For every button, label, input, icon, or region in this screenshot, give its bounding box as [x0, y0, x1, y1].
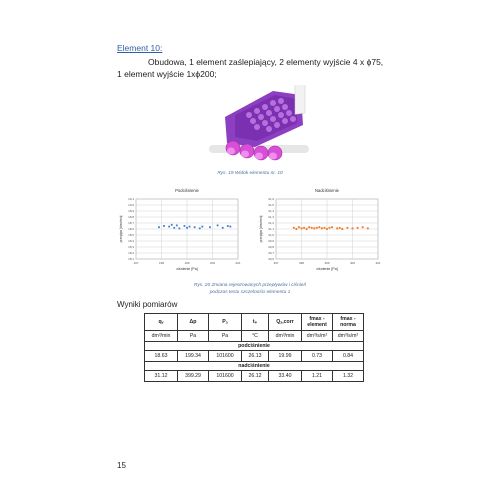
chart-title: Nadciśnienie: [315, 188, 339, 193]
data-point: [351, 227, 353, 229]
table-row: [145, 371, 364, 382]
y-tick-label: 18,5: [128, 233, 134, 238]
data-point: [222, 227, 224, 229]
data-point: [186, 227, 188, 229]
data-point: [189, 226, 191, 228]
chart-title: Podciśnienie: [175, 188, 199, 193]
unit-cell: dm³/min: [269, 331, 302, 342]
data-cell: 0.84: [333, 351, 364, 362]
x-tick-label: 397: [273, 261, 279, 265]
data-point: [341, 228, 343, 230]
data-point: [298, 226, 300, 228]
unit-cell: dm³/min: [145, 331, 178, 342]
header-cell: Δp: [178, 314, 209, 331]
y-tick-label: 18,7: [128, 221, 134, 226]
y-tick-label: 31,6: [268, 197, 274, 202]
header-cell: fmax - element: [302, 314, 333, 331]
y-tick-label: 31,1: [268, 227, 274, 232]
y-tick-label: 18,4: [128, 239, 134, 244]
figure-20-caption-line-2: podczas testu szczelności elementu 1: [209, 290, 291, 295]
y-tick-label: 31,4: [268, 209, 274, 214]
x-tick-label: 198: [158, 261, 165, 265]
element-photo: [205, 85, 315, 163]
figure-20-caption-line-1: Rys. 20 Zmiana rejestrowanych przepływów i ciśnień: [193, 283, 307, 288]
y-tick-label: 18,8: [128, 215, 134, 220]
data-cell: 26.12: [242, 371, 269, 382]
unit-cell: dm³/s/m²: [333, 331, 364, 342]
y-tick-label: 31,2: [268, 221, 274, 226]
unit-cell: °C: [242, 331, 269, 342]
data-point: [308, 226, 310, 228]
figure-19-caption: Rys. 19 Widok elementu nr. 10: [217, 171, 283, 176]
y-axis-label: przepływ [dm³/min]: [119, 215, 123, 243]
y-tick-label: 30,6: [268, 257, 274, 262]
unit-cell: Pa: [209, 331, 242, 342]
data-cell: 101600: [209, 351, 242, 362]
x-tick-label: 401: [375, 261, 381, 265]
data-point: [331, 226, 333, 228]
data-cell: 199.34: [178, 351, 209, 362]
data-point: [311, 227, 313, 229]
section-row: [145, 342, 364, 351]
x-axis-label: ciśnienie [Pa]: [316, 267, 338, 271]
data-cell: 18.63: [145, 351, 178, 362]
chart-nadcisnienie: [258, 185, 383, 280]
data-point: [318, 226, 320, 228]
data-point: [323, 227, 325, 229]
data-point: [171, 224, 173, 226]
results-table: [144, 313, 364, 382]
table-row: [145, 351, 364, 362]
results-title: Wyniki pomiarów: [117, 300, 178, 309]
x-tick-label: 201: [235, 261, 241, 265]
data-cell: 1.32: [333, 371, 364, 382]
data-point: [316, 227, 318, 229]
data-point: [321, 227, 323, 229]
data-point: [201, 226, 203, 228]
y-tick-label: 31,3: [268, 215, 274, 220]
units-row: [145, 331, 364, 342]
x-tick-label: 400: [349, 261, 356, 265]
data-point: [173, 227, 175, 229]
data-point: [158, 226, 160, 228]
data-point: [295, 228, 297, 230]
header-cell: Qₐ,corr: [269, 314, 302, 331]
data-point: [367, 227, 369, 229]
data-point: [313, 227, 315, 229]
data-point: [178, 228, 180, 230]
data-point: [163, 225, 165, 227]
data-point: [229, 226, 231, 228]
data-point: [227, 225, 229, 227]
data-cell: 0.73: [302, 351, 333, 362]
data-point: [303, 227, 305, 229]
data-point: [168, 226, 170, 228]
y-tick-label: 18,6: [128, 227, 134, 232]
x-tick-label: 399: [324, 261, 330, 265]
table-header-row: [145, 314, 364, 331]
y-tick-label: 30,9: [268, 239, 274, 244]
y-tick-label: 31,5: [268, 203, 274, 208]
data-point: [184, 225, 186, 227]
y-tick-label: 19,0: [128, 203, 134, 208]
y-tick-label: 31,0: [268, 233, 274, 238]
data-point: [194, 226, 196, 228]
x-axis-label: ciśnienie [Pa]: [176, 267, 198, 271]
data-cell: 399.29: [178, 371, 209, 382]
section-label-nadcisnienie: nadciśnienie: [145, 362, 364, 371]
x-tick-label: 398: [298, 261, 305, 265]
data-cell: 26.13: [242, 351, 269, 362]
y-tick-label: 18,2: [128, 251, 134, 256]
data-cell: 19.99: [269, 351, 302, 362]
header-cell: Pₐ: [209, 314, 242, 331]
data-point: [209, 226, 211, 228]
x-tick-label: 197: [133, 261, 139, 265]
data-point: [300, 227, 302, 229]
y-tick-label: 30,7: [268, 251, 274, 256]
unit-cell: Pa: [178, 331, 209, 342]
header-cell: tₚ: [242, 314, 269, 331]
y-tick-label: 19,1: [128, 197, 134, 202]
x-tick-label: 200: [209, 261, 216, 265]
x-tick-label: 199: [184, 261, 190, 265]
data-point: [328, 227, 330, 229]
data-point: [362, 226, 364, 228]
chart-podcisnienie: [118, 185, 243, 280]
data-point: [346, 227, 348, 229]
section-label-podcisnienie: podciśnienie: [145, 342, 364, 351]
y-tick-label: 18,3: [128, 245, 134, 250]
y-tick-label: 18,9: [128, 209, 134, 214]
data-point: [217, 225, 219, 227]
page-number: 15: [117, 461, 126, 470]
section-row: [145, 362, 364, 371]
data-point: [306, 228, 308, 230]
unit-cell: dm³/s/m²: [302, 331, 333, 342]
data-cell: 101600: [209, 371, 242, 382]
data-point: [357, 227, 359, 229]
data-point: [293, 227, 295, 229]
data-point: [199, 228, 201, 230]
y-tick-label: 18,1: [128, 257, 134, 262]
description-line-2: 1 element wyjście 1xϕ200;: [117, 69, 217, 79]
data-cell: 1.21: [302, 371, 333, 382]
data-cell: 31.12: [145, 371, 178, 382]
description-line-1: Obudowa, 1 element zaślepiający, 2 elementy wyjście 4 x ϕ75,: [148, 57, 384, 67]
data-point: [339, 227, 341, 229]
data-point: [326, 228, 328, 230]
y-tick-label: 30,8: [268, 245, 274, 250]
y-axis-label: przepływ [dm³/min]: [259, 215, 263, 243]
data-cell: 33.40: [269, 371, 302, 382]
data-point: [176, 225, 178, 227]
section-heading: Element 10:: [117, 43, 163, 53]
header-cell: fmax - norma: [333, 314, 364, 331]
header-cell: qᵥ: [145, 314, 178, 331]
data-point: [336, 227, 338, 229]
